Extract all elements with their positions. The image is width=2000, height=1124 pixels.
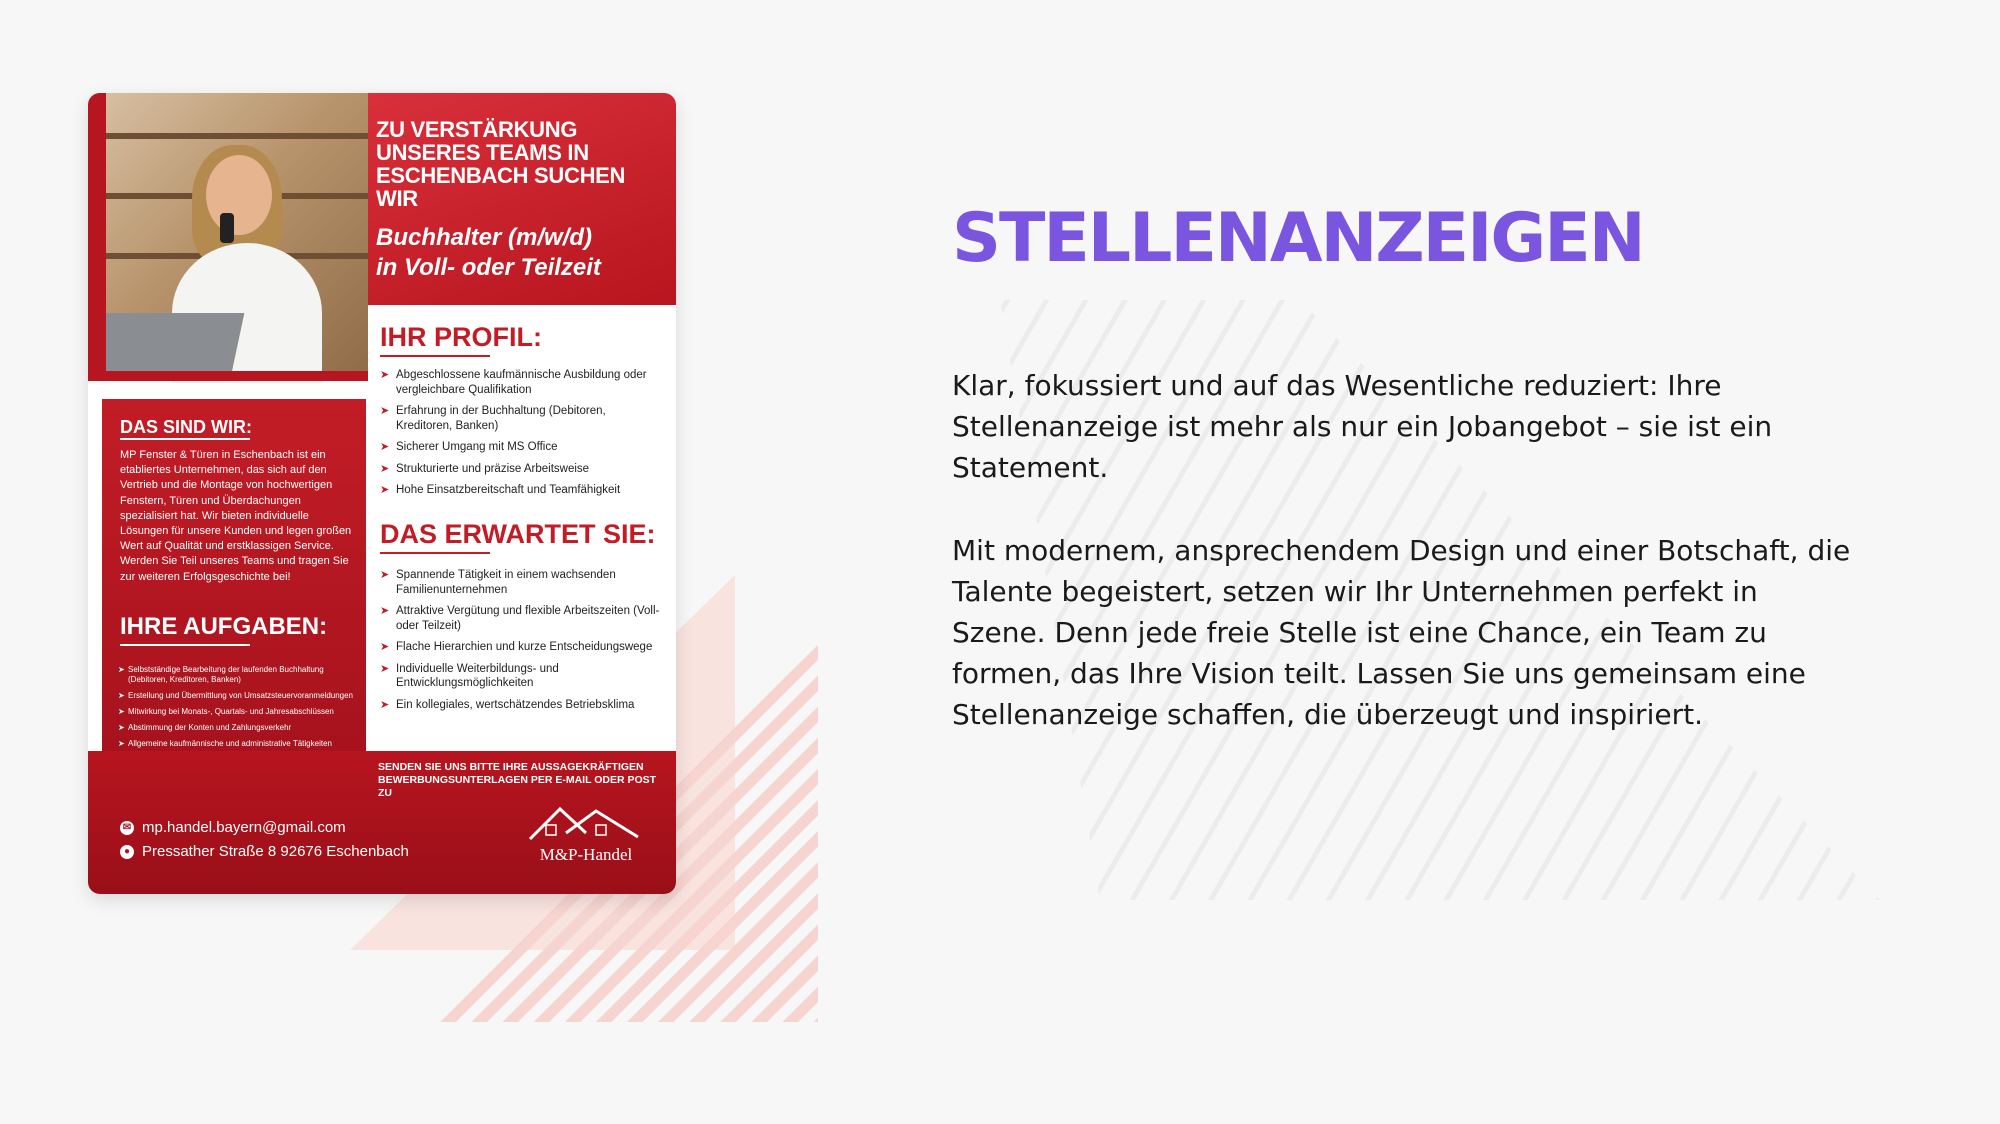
list-item: ➤ Spannende Tätigkeit in einem wachsenden Familienunternehmen	[380, 569, 616, 596]
flyer-headline: ZU VERSTÄRKUNG UNSERES TEAMS IN ESCHENBACH SUCHEN WIR	[376, 117, 626, 211]
arrow-icon: ➤	[118, 691, 125, 700]
flyer-red-edge	[88, 93, 106, 381]
about-text: MP Fenster & Türen in Eschenbach ist ein etabliertes Unternehmen, das sich auf den Vertrieb und die Montage von hochwertigen Fenstern, Türen und Überdachungen spezialisiert hat. Wir bieten individuelle Lösungen für unsere Kunden und legen großen Wert auf Qualität und erstklassigen Service. Werden Sie Teil unseres Teams und tragen Sie zur weiteren Erfolgsgeschichte bei!	[120, 449, 352, 583]
list-item: ➤ Ein kollegiales, wertschätzendes Betriebsklima	[380, 698, 635, 711]
list-item: ➤ Hohe Einsatzbereitschaft und Teamfähigkeit	[380, 484, 621, 496]
logo-text: M&P-Handel	[539, 845, 633, 864]
position-line-1: Buchhalter (m/w/d)	[376, 224, 593, 251]
arrow-icon: ➤	[380, 605, 390, 617]
offer-list	[380, 568, 665, 719]
list-item: ➤ Sicherer Umgang mit MS Office	[380, 441, 558, 453]
arrow-icon: ➤	[380, 569, 390, 581]
list-item: ➤ Abstimmung der Konten und Zahlungsverkehr	[118, 723, 292, 732]
arrow-icon: ➤	[118, 665, 125, 674]
address-contact	[120, 843, 409, 861]
arrow-icon: ➤	[380, 405, 390, 417]
arrow-icon: ➤	[118, 723, 125, 732]
description-paragraph: Mit modernem, ansprechendem Design und einer Botschaft, die Talente begeistert, setzen wir Ihr Unternehmen perfekt in Szene. Denn jede freie Stelle ist eine Chance, ein Team zu formen, das Ihre Vision teilt. Lassen Sie uns gemeinsam eine Stellenanzeige schaffen, die überzeugt und inspiriert.	[952, 534, 1851, 731]
arrow-icon: ➤	[380, 462, 390, 475]
intro-paragraph: Klar, fokussiert und auf das Wesentliche reduziert: Ihre Stellenanzeige ist mehr als nur ein Jobangebot – sie ist ein Statement.	[952, 369, 1773, 484]
address-text: Pressather Straße 8 92676 Eschenbach	[142, 843, 409, 860]
profile-heading: IHR PROFIL:	[380, 322, 542, 352]
email-text: mp.handel.bayern@gmail.com	[142, 819, 346, 836]
arrow-icon: ➤	[380, 641, 390, 653]
offer-heading: DAS ERWARTET SIE:	[380, 519, 656, 549]
about-heading: DAS SIND WIR:	[120, 417, 252, 437]
house-roof-icon	[526, 803, 646, 845]
list-item: ➤ Individuelle Weiterbildungs- und Entwicklungsmöglichkeiten	[380, 662, 559, 689]
list-item: ➤ Attraktive Vergütung und flexible Arbeitszeiten (Voll- oder Teilzeit)	[380, 605, 660, 632]
mail-icon: ✉	[120, 821, 134, 835]
list-item: ➤ Erfahrung in der Buchhaltung (Debitoren, Kreditoren, Banken)	[380, 405, 606, 432]
tasks-list	[118, 665, 363, 755]
arrow-icon: ➤	[380, 662, 390, 675]
tasks-underline	[120, 644, 250, 646]
arrow-icon: ➤	[118, 739, 125, 748]
list-item: ➤ Selbstständige Bearbeitung der laufenden Buchhaltung (Debitoren, Kreditoren, Banken)	[118, 665, 324, 684]
list-item: ➤ Erstellung und Übermittlung von Umsatzsteuervoranmeldungen	[118, 691, 354, 700]
position-line-2: in Voll- oder Teilzeit	[376, 254, 601, 281]
profile-underline	[380, 355, 490, 357]
arrow-icon: ➤	[380, 369, 390, 381]
list-item: ➤ Abgeschlossene kaufmännische Ausbildung oder vergleichbare Qualifikation	[380, 369, 647, 396]
arrow-icon: ➤	[380, 698, 390, 711]
arrow-icon: ➤	[118, 707, 125, 716]
application-cta: SENDEN SIE UNS BITTE IHRE AUSSAGEKRÄFTIGEN BEWERBUNGSUNTERLAGEN PER E-MAIL ODER POST ZU	[378, 761, 657, 799]
arrow-icon: ➤	[380, 441, 390, 453]
tasks-heading: IHRE AUFGABEN:	[120, 613, 328, 640]
arrow-icon: ➤	[380, 484, 390, 496]
company-logo	[526, 803, 646, 869]
profile-list	[380, 368, 665, 505]
page-title: STELLENANZEIGEN	[952, 199, 1644, 278]
list-item: ➤ Flache Hierarchien und kurze Entscheidungswege	[380, 641, 653, 653]
offer-underline	[380, 552, 490, 554]
email-contact	[120, 819, 346, 837]
list-item: ➤ Allgemeine kaufmännische und administrative Tätigkeiten	[118, 739, 332, 748]
list-item: ➤ Strukturierte und präzise Arbeitsweise	[380, 462, 590, 475]
about-underline	[120, 438, 250, 440]
list-item: ➤ Mitwirkung bei Monats-, Quartals- und Jahresabschlüssen	[118, 707, 334, 716]
flyer-position	[376, 223, 666, 283]
job-ad-flyer	[88, 93, 676, 894]
location-pin-icon: ●	[120, 845, 134, 859]
photo-frame	[106, 93, 368, 381]
